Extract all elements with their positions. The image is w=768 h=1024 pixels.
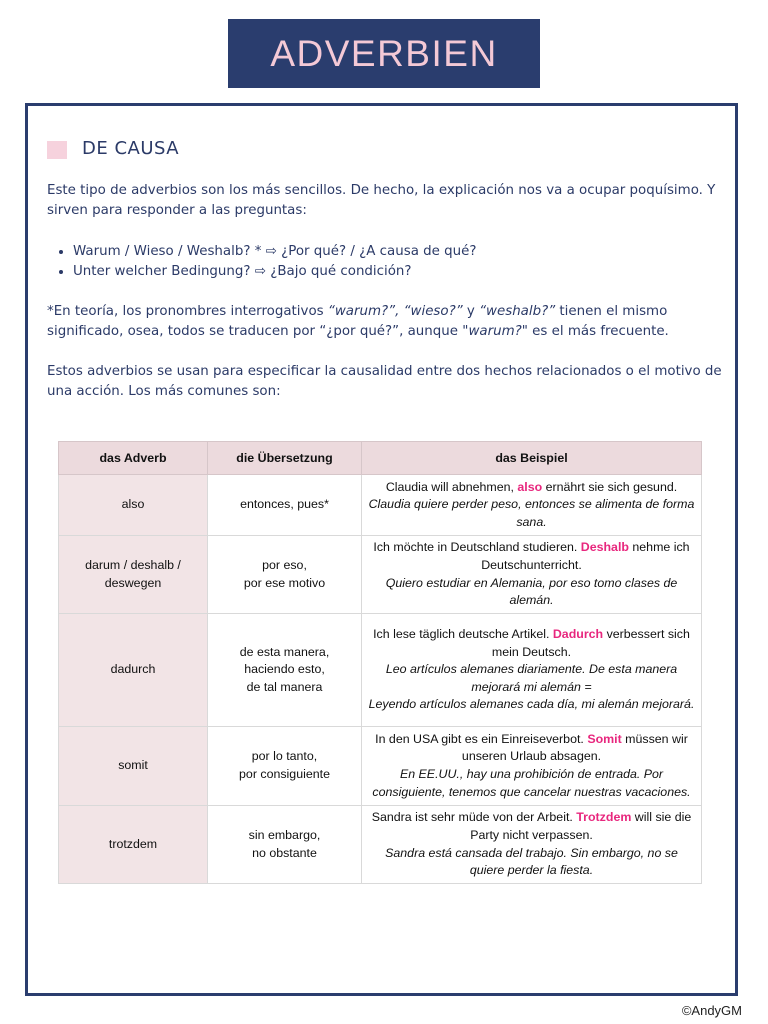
adverb-table [58,441,702,884]
translation-cell [208,806,362,884]
section-marker [47,141,67,159]
example-text: ernährt sie sich gesund. [542,479,678,494]
usage-paragraph: Estos adverbios se usan para especificar la causalidad entre dos hechos relacionados o el motivo de una acción. Los más comunes son: [47,364,722,399]
translation-line: sin embargo, [248,827,321,842]
translation-line: por eso, [262,557,307,572]
table-row [59,727,702,806]
copyright-notice: ©AndyGM [681,1003,742,1018]
translation-cell [208,536,362,614]
column-header: das Adverb [59,442,208,475]
adverb-cell: also [59,475,208,536]
highlighted-adverb: Somit [587,731,622,746]
column-header: die Übersetzung [208,442,362,475]
table-row [59,614,702,727]
adverb-cell: dadurch [59,614,208,727]
example-text: Ich möchte in Deutschland studieren. [373,540,581,555]
example-cell [362,727,702,806]
spanish-example: Quiero estudiar en Alemania, por eso tomo clases de alemán. [385,575,678,608]
german-example [368,479,695,497]
example-text: müssen wir unseren Urlaub absagen. [461,731,688,764]
note-text: tienen el mismo significado, osea, todos se traducen por “¿por qué?”, aunque [47,304,668,339]
example-cell [362,806,702,884]
translation-line: haciendo esto, [244,662,325,677]
example-cell [362,536,702,614]
highlighted-adverb: also [517,479,543,494]
highlighted-adverb: Trotzdem [576,810,632,825]
translation-line: por lo tanto, [251,749,318,764]
table-row [59,475,702,536]
spanish-example: Sandra está cansada del trabajo. Sin embargo, no se quiere perder la fiesta. [385,845,678,878]
spanish-example: Leo artículos alemanes diariamente. De esta manera mejorará mi alemán = [385,662,678,694]
translation-cell [208,727,362,806]
note-text: es el más frecuente. [527,324,669,339]
german-example [368,809,695,844]
title-banner [228,19,540,88]
translation-line: entonces, pues* [240,497,329,512]
note-text: *En teoría, los pronombres interrogativos [47,304,328,319]
note-italic: “weshalb?” [479,304,556,319]
page-title: ADVERBIEN [270,32,498,74]
translation-line: de tal manera [246,679,323,694]
german-example [368,731,695,766]
question-list [47,242,476,282]
table-header-row [59,442,702,475]
example-cell [362,475,702,536]
column-header: das Beispiel [362,442,702,475]
note-paragraph [47,302,727,342]
example-text: Claudia will abnehmen, [385,479,518,494]
example-text: Ich lese täglich deutsche Artikel. [373,627,553,642]
translation-cell [208,614,362,727]
table-row [59,806,702,884]
spanish-example: En EE.UU., hay una prohibición de entrada. Por consiguiente, tenemos que cancelar nuestras vacaciones. [372,767,691,799]
example-text: In den USA gibt es ein Einreiseverbot. [375,731,588,746]
intro-paragraph: Este tipo de adverbios son los más sencillos. De hecho, la explicación nos va a ocupar poquísimo. Y sirven para responder a las preguntas: [47,183,716,218]
german-example [368,626,695,661]
translation-line: por ese motivo [243,575,326,590]
translation-line: no obstante [252,845,317,860]
german-example [368,539,695,574]
example-cell [362,614,702,727]
spanish-example: Claudia quiere perder peso, entonces se alimenta de forma sana. [368,497,695,529]
adverb-cell: somit [59,727,208,806]
list-item: • Unter welcher Bedingung? ⇨ ¿Bajo qué condición? [73,262,476,282]
highlighted-adverb: Dadurch [552,627,604,642]
list-item: • Warum / Wieso / Weshalb? * ⇨ ¿Por qué? / ¿A causa de qué? [73,242,476,262]
example-text: verbessert sich mein Deutsch. [491,627,690,659]
translation-line: por consiguiente [239,767,330,781]
example-text: nehme ich Deutschunterricht. [481,540,690,572]
adverb-cell: darum / deshalb / deswegen [59,536,208,614]
translation-line: de esta manera, [239,644,330,659]
table-row [59,536,702,614]
translation-cell [208,475,362,536]
spanish-example: Leyendo artículos alemanes cada día, mi alemán mejorará. [368,697,695,712]
example-text: Sandra ist sehr müde von der Arbeit. [371,810,577,825]
note-text: y [462,304,480,319]
section-title: DE CAUSA [82,138,180,159]
note-italic: “warum?”, “wieso?” [327,304,463,319]
highlighted-adverb: Deshalb [580,540,629,555]
adverb-cell: trotzdem [59,806,208,884]
note-italic: "warum?" [462,324,528,339]
example-text: will sie die Party nicht verpassen. [470,810,692,842]
